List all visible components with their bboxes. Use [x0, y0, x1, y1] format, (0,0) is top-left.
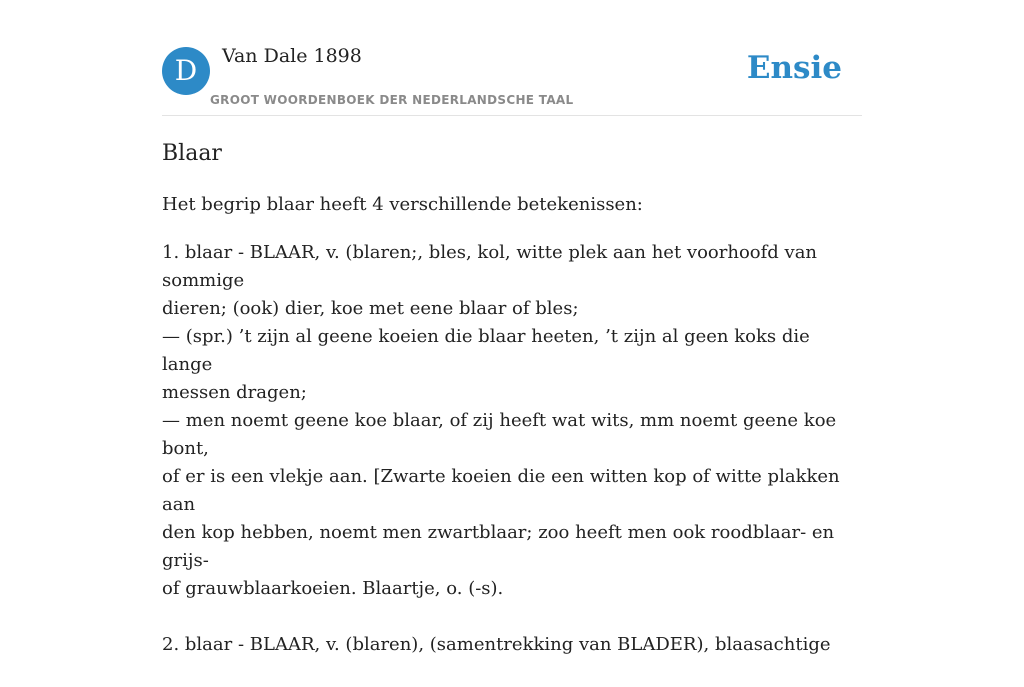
dictionary-page: [162, 0, 862, 655]
definition-line: — (spr.) ’t zijn al geene koeien die blaar heeten, ’t zijn al geen koks die lange: [162, 326, 810, 375]
header: [162, 0, 862, 116]
definition-line: of er is een vlekje aan. [Zwarte koeien die een witten kop of witte plakken aan: [162, 466, 840, 515]
source-title-link[interactable]: Van Dale 1898: [222, 45, 362, 67]
definition-line: dieren; (ook) dier, koe met eene blaar of bles;: [162, 298, 579, 319]
source-avatar[interactable]: D: [162, 47, 210, 95]
ensie-logo-link[interactable]: Ensie: [746, 50, 842, 86]
definition-item: [162, 631, 862, 659]
definition-item: [162, 239, 862, 603]
intro-text: Het begrip blaar heeft 4 verschillende betekenissen:: [162, 194, 643, 215]
definition-line: den kop hebben, noemt men zwartblaar; zoo heeft men ook roodblaar- en grijs-: [162, 522, 835, 571]
source-subtitle: GROOT WOORDENBOEK DER NEDERLANDSCHE TAAL: [210, 93, 574, 107]
definition-line: 2. blaar - BLAAR, v. (blaren), (samentrekking van BLADER), blaasachtige: [162, 634, 831, 655]
definition-line: 1. blaar - BLAAR, v. (blaren;, bles, kol, witte plek aan het voorhoofd van sommige: [162, 242, 818, 291]
definitions-list: [162, 239, 862, 687]
definition-line: of grauwblaarkoeien. Blaartje, o. (-s).: [162, 578, 504, 599]
page-title: Blaar: [162, 141, 222, 166]
definition-line: — men noemt geene koe blaar, of zij heeft wat wits, mm noemt geene koe bont,: [162, 410, 837, 459]
definition-line: messen dragen;: [162, 382, 307, 403]
